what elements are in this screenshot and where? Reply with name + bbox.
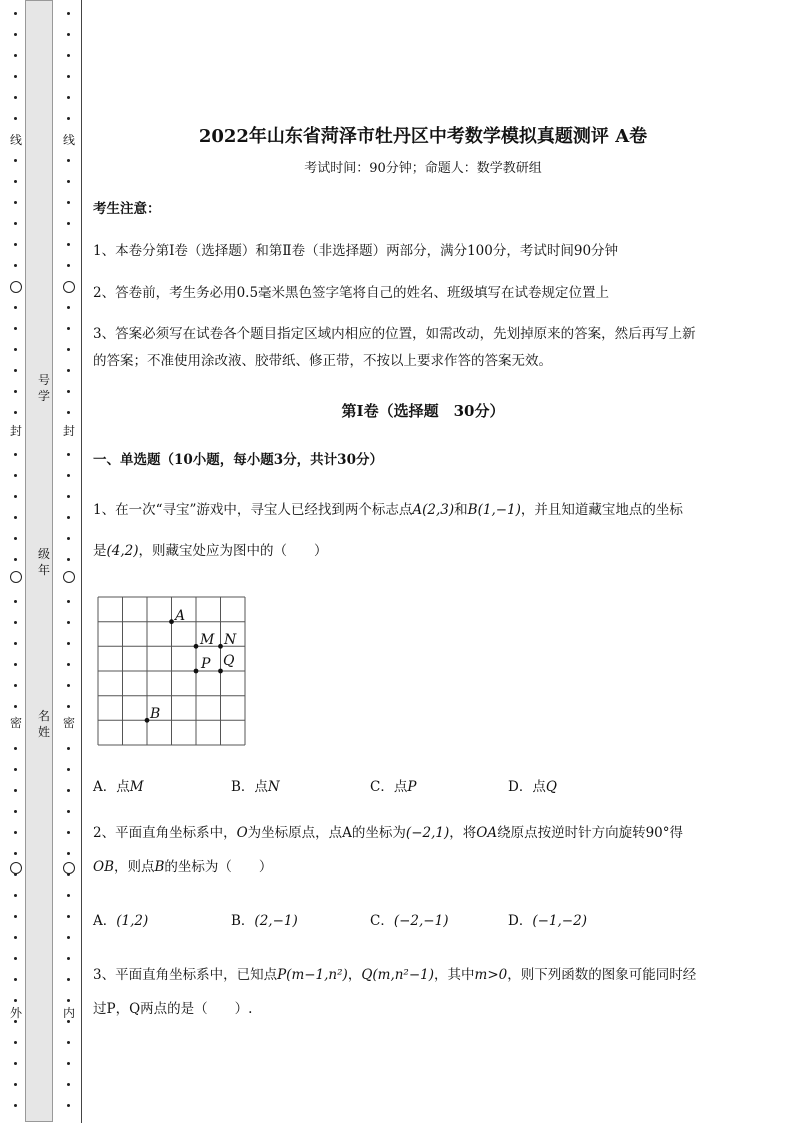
seal-dot [14,999,17,1002]
seal-dot [67,642,70,645]
seal-dot [14,558,17,561]
outer-mark-wai: 外 [9,1006,22,1020]
seal-dot [14,978,17,981]
grid-lines [98,597,245,745]
seal-dot [14,810,17,813]
seal-dot [14,831,17,834]
seal-dot [14,537,17,540]
seal-dot [14,1020,17,1023]
point-b-coord: B(1,−1) [467,502,521,518]
seal-dot [67,768,70,771]
seal-dot [67,54,70,57]
seal-dot [67,411,70,414]
seal-dot [14,369,17,372]
q2-line-2: OB，则点B的坐标为（ ） [93,859,273,875]
seal-dot [14,474,17,477]
seal-dot [14,894,17,897]
seal-dot [67,180,70,183]
seal-dot [67,852,70,855]
seal-dot [67,684,70,687]
seal-dot [14,663,17,666]
label-n: N [224,632,237,648]
seal-dot [67,831,70,834]
seal-dot [14,96,17,99]
inner-circle-1 [63,281,75,293]
seal-dot [67,201,70,204]
seal-dot [67,159,70,162]
notice-item-3: 3、答案必须写在试卷各个题目指定区域内相应的位置，如需改动，先划掉原来的答案，然后再写上新 [93,326,696,342]
q2-option-c[interactable]: C．(−2,−1) [370,913,449,929]
seal-dot [14,264,17,267]
point-q-dot [218,669,223,674]
notice-item-2: 2、答卷前，考生务必用0.5毫米黑色签字笔将自己的姓名、班级填写在试卷规定位置上 [93,285,610,301]
seal-dot [67,12,70,15]
seal-dot [14,453,17,456]
seal-dot [14,747,17,750]
seal-dot [14,348,17,351]
label-a: A [175,608,186,624]
seal-dot [67,600,70,603]
treasure-coord: (4,2) [106,543,139,559]
label-q: Q [223,653,235,669]
seal-dot [67,1062,70,1065]
seal-dot [14,222,17,225]
inner-mark-feng: 封 [62,424,75,438]
q1-option-b[interactable]: B．点N [231,779,280,795]
seal-dot [67,348,70,351]
seal-dot [67,327,70,330]
q2-option-a[interactable]: A．(1,2) [93,913,149,929]
q1-line-2: 是(4,2)，则藏宝处应为图中的（ ） [93,543,328,559]
seal-dot [14,411,17,414]
seal-dot [67,558,70,561]
page-title: 2022年山东省菏泽市牡丹区中考数学模拟真题测评 A卷 [198,126,648,147]
inner-seal-line [62,0,76,1123]
outer-circle-3 [10,862,22,874]
seal-dot [14,1041,17,1044]
seal-dot [67,516,70,519]
seal-dot [67,915,70,918]
outer-mark-xian: 线 [9,133,22,147]
seal-dot [14,159,17,162]
point-a-coord: A(2,3) [412,502,455,518]
seal-dot [67,663,70,666]
inner-circle-3 [63,862,75,874]
seal-dot [67,390,70,393]
seal-dot [67,243,70,246]
outer-circle-2 [10,571,22,583]
seal-dot [67,810,70,813]
seal-dot [67,1083,70,1086]
seal-dot [67,1104,70,1107]
seal-dot [67,1020,70,1023]
seal-dot [14,180,17,183]
label-p: P [201,656,211,672]
seal-dot [14,327,17,330]
seal-dot [14,852,17,855]
seal-dot [14,684,17,687]
seal-dot [14,12,17,15]
point-a-dot [169,619,174,624]
seal-dot [14,915,17,918]
seal-dot [14,705,17,708]
seal-dot [14,789,17,792]
seal-dot [14,1062,17,1065]
seal-dot [14,117,17,120]
seal-dot [67,495,70,498]
point-m-dot [194,644,199,649]
seal-dot [67,474,70,477]
seal-dot [14,600,17,603]
seal-dot [67,369,70,372]
margin-divider [81,0,82,1123]
part-heading: 一、单选题（10小题，每小题3分，共计30分） [93,452,383,468]
seal-dot [67,306,70,309]
q3-line-2: 过P，Q两点的是（ ）. [93,1001,253,1017]
seal-dot [14,495,17,498]
seal-dot [14,1104,17,1107]
q1-option-a[interactable]: A．点M [93,779,144,795]
seal-dot [67,1041,70,1044]
seal-dot [67,264,70,267]
seal-dot [14,201,17,204]
field-student-number: 号学 [37,373,50,403]
seal-dot [14,621,17,624]
seal-dot [67,747,70,750]
outer-seal-line [9,0,23,1123]
seal-dot [14,516,17,519]
point-n-dot [218,644,223,649]
seal-dot [14,33,17,36]
q2-line-1: 2、平面直角坐标系中，O为坐标原点，点A的坐标为(−2,1)，将OA绕原点按逆时针方向旋转90°得 [93,825,684,841]
outer-mark-feng: 封 [9,424,22,438]
inner-circle-2 [63,571,75,583]
grid-svg [97,596,247,748]
q2-option-b[interactable]: B．(2,−1) [231,913,298,929]
inner-mark-mi: 密 [62,716,75,730]
seal-dot [67,789,70,792]
q2-option-d[interactable]: D．(−1,−2) [508,913,587,929]
seal-dot [14,768,17,771]
seal-dot [67,978,70,981]
q1-grid-figure [97,596,247,752]
seal-dot [67,936,70,939]
seal-dot [14,936,17,939]
outer-circle-1 [10,281,22,293]
seal-dot [14,390,17,393]
notice-item-3-cont: 的答案；不准使用涂改液、胶带纸、修正带，不按以上要求作答的答案无效。 [93,353,552,369]
seal-dot [67,96,70,99]
seal-dot [14,243,17,246]
seal-dot [67,999,70,1002]
notice-item-1: 1、本卷分第I卷（选择题）和第Ⅱ卷（非选择题）两部分，满分100分，考试时间90分钟 [93,243,619,259]
field-name: 名姓 [37,709,50,739]
section-title: 第Ⅰ卷（选择题 30分） [341,402,505,420]
field-class: 级年 [37,547,50,577]
point-p-dot [194,669,199,674]
notice-heading: 考生注意： [93,201,161,217]
q3-line-1: 3、平面直角坐标系中，已知点P(m−1,n²)，Q(m,n²−1)，其中m>0，则下列函数的图象可能同时经 [93,967,697,983]
seal-dot [14,54,17,57]
label-m: M [200,632,215,648]
seal-dot [67,222,70,225]
exam-subtitle: 考试时间：90分钟；命题人：数学教研组 [304,161,542,176]
point-b-dot [145,718,150,723]
seal-dot [67,705,70,708]
q1-option-d[interactable]: D．点Q [508,779,557,795]
seal-dot [67,621,70,624]
seal-dot [14,642,17,645]
q1-option-c[interactable]: C．点P [370,779,417,795]
outer-mark-mi: 密 [9,716,22,730]
seal-dot [67,894,70,897]
label-b: B [150,706,161,722]
seal-dot [67,537,70,540]
seal-dot [67,33,70,36]
seal-dot [67,453,70,456]
seal-dot [67,117,70,120]
seal-dot [14,306,17,309]
inner-mark-nei: 内 [62,1006,75,1020]
seal-dot [14,1083,17,1086]
seal-dot [14,957,17,960]
seal-dot [14,75,17,78]
seal-dot [67,75,70,78]
inner-mark-xian: 线 [62,133,75,147]
q1-line-1: 1、在一次“寻宝”游戏中，寻宝人已经找到两个标志点A(2,3)和B(1,−1)，并且知道藏宝地点的坐标 [93,502,683,518]
seal-dot [67,957,70,960]
